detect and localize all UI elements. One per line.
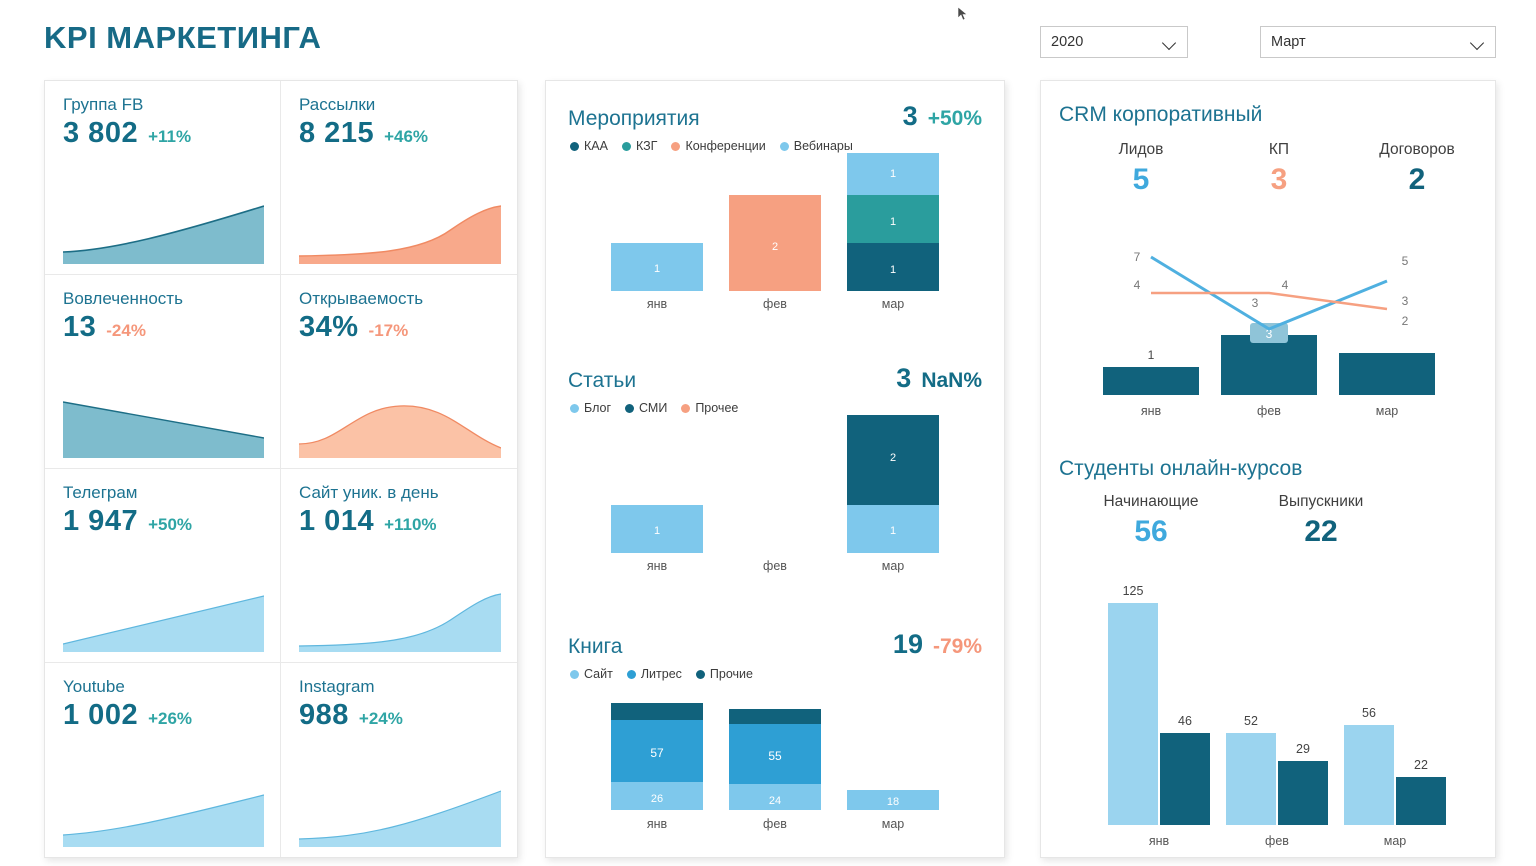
svg-text:7: 7 xyxy=(1133,250,1141,264)
kpi-delta: +24% xyxy=(358,709,403,728)
svg-text:46: 46 xyxy=(1178,714,1192,728)
sparkline-instagram xyxy=(299,783,501,847)
metric-graduates xyxy=(1221,493,1421,549)
legend-book xyxy=(546,660,1004,681)
legend-item: Конференции xyxy=(671,139,765,153)
svg-text:1: 1 xyxy=(889,216,897,228)
legend-events xyxy=(546,132,1004,153)
kpi-delta: -17% xyxy=(368,321,409,340)
legend-item: Прочее xyxy=(681,401,738,415)
kpi-value: 13 xyxy=(63,311,97,343)
kpi-value: 988 xyxy=(299,699,349,731)
svg-text:1: 1 xyxy=(889,525,897,537)
metric-label: Договоров xyxy=(1379,141,1455,158)
kpi-delta: +11% xyxy=(148,127,192,146)
section-title: Книга xyxy=(568,635,623,658)
svg-text:1: 1 xyxy=(653,525,661,537)
chevron-down-icon xyxy=(1471,35,1485,49)
section-events xyxy=(546,101,1004,318)
legend-item: Блог xyxy=(570,401,611,415)
section-articles xyxy=(546,363,1004,580)
svg-text:мар: мар xyxy=(1375,404,1399,418)
crm-title: CRM корпоративный xyxy=(1059,103,1263,126)
kpi-tile-openrate xyxy=(281,275,517,469)
kpi-label: Вовлеченность xyxy=(63,289,183,308)
kpi-label: Телеграм xyxy=(63,483,138,502)
sparkline-fb xyxy=(63,200,264,264)
chart-book xyxy=(546,681,1004,846)
social-kpi-card xyxy=(44,80,518,858)
legend-item: Прочие xyxy=(696,667,753,681)
svg-text:22: 22 xyxy=(1414,758,1428,772)
students-title: Студенты онлайн-курсов xyxy=(1059,457,1303,480)
kpi-delta: +46% xyxy=(384,127,429,146)
svg-text:125: 125 xyxy=(1122,584,1144,598)
sparkline-engagement xyxy=(63,394,264,458)
svg-text:янв: янв xyxy=(1140,404,1162,418)
kpi-label: Сайт уник. в день xyxy=(299,483,439,502)
legend-item: КЗГ xyxy=(622,139,657,153)
metric-contracts xyxy=(1347,141,1487,197)
svg-text:1: 1 xyxy=(653,263,661,275)
metric-kp xyxy=(1209,141,1349,197)
svg-text:мар: мар xyxy=(881,559,905,573)
metric-value: 5 xyxy=(1132,163,1150,196)
month-select[interactable] xyxy=(1260,26,1496,58)
crm-students-card xyxy=(1040,80,1496,858)
svg-text:2: 2 xyxy=(771,241,779,253)
kpi-value: 1 002 xyxy=(63,699,139,731)
sparkline-telegram xyxy=(63,588,264,652)
svg-text:29: 29 xyxy=(1296,742,1310,756)
mouse-cursor xyxy=(957,6,969,22)
kpi-tile-newsletter xyxy=(281,81,517,275)
year-select[interactable] xyxy=(1040,26,1188,58)
svg-text:3: 3 xyxy=(1265,327,1273,341)
kpi-tile-instagram xyxy=(281,663,517,857)
kpi-value: 3 802 xyxy=(63,117,139,149)
svg-text:56: 56 xyxy=(1362,706,1376,720)
kpi-delta: +110% xyxy=(384,515,437,534)
kpi-tile-site xyxy=(281,469,517,663)
svg-text:24: 24 xyxy=(768,795,782,807)
section-delta: +50% xyxy=(927,107,982,130)
section-delta: NaN% xyxy=(921,369,982,392)
svg-text:26: 26 xyxy=(650,793,664,805)
page-title: KPI МАРКЕТИНГА xyxy=(44,20,322,55)
year-select-value: 2020 xyxy=(1051,34,1084,50)
content-kpi-card xyxy=(545,80,1005,858)
legend-item: СМИ xyxy=(625,401,667,415)
kpi-value: 1 014 xyxy=(299,505,375,537)
svg-text:янв: янв xyxy=(1148,834,1170,848)
svg-text:4: 4 xyxy=(1133,278,1141,292)
legend-item: Сайт xyxy=(570,667,613,681)
svg-text:2: 2 xyxy=(889,452,897,464)
metric-value: 22 xyxy=(1304,515,1338,548)
section-value: 3 xyxy=(896,363,912,393)
kpi-label: Группа FB xyxy=(63,95,144,114)
svg-text:52: 52 xyxy=(1244,714,1258,728)
kpi-value: 1 947 xyxy=(63,505,139,537)
svg-text:мар: мар xyxy=(881,817,905,831)
section-title: Статьи xyxy=(568,369,637,392)
svg-text:янв: янв xyxy=(646,817,668,831)
svg-text:фев: фев xyxy=(763,297,787,311)
metric-leads xyxy=(1071,141,1211,197)
kpi-value: 34% xyxy=(299,311,359,343)
kpi-tile-engagement xyxy=(45,275,281,469)
sparkline-youtube xyxy=(63,783,264,847)
sparkline-site xyxy=(299,588,501,652)
legend-item: Литрес xyxy=(627,667,682,681)
sparkline-openrate xyxy=(299,394,501,458)
svg-text:57: 57 xyxy=(650,746,664,760)
section-book xyxy=(546,629,1004,846)
section-title: Мероприятия xyxy=(568,107,700,130)
svg-text:янв: янв xyxy=(646,559,668,573)
sparkline-newsletter xyxy=(299,200,501,264)
chart-students xyxy=(1041,573,1497,858)
svg-text:фев: фев xyxy=(1257,404,1281,418)
kpi-tile-youtube xyxy=(45,663,281,857)
svg-text:3: 3 xyxy=(1401,294,1409,308)
svg-text:18: 18 xyxy=(886,796,900,808)
metric-label: Выпускники xyxy=(1278,493,1364,510)
kpi-tile-telegram xyxy=(45,469,281,663)
legend-item: КАА xyxy=(570,139,608,153)
svg-text:3: 3 xyxy=(1251,296,1259,310)
kpi-delta: -24% xyxy=(106,321,146,340)
kpi-label: Открываемость xyxy=(299,289,424,308)
kpi-delta: +26% xyxy=(148,709,193,728)
svg-text:5: 5 xyxy=(1401,254,1409,268)
metric-value: 56 xyxy=(1134,515,1168,548)
svg-text:1: 1 xyxy=(889,264,897,276)
legend-item: Вебинары xyxy=(780,139,853,153)
svg-text:фев: фев xyxy=(763,817,787,831)
svg-text:1: 1 xyxy=(1147,348,1155,362)
svg-text:4: 4 xyxy=(1281,278,1289,292)
svg-text:фев: фев xyxy=(1265,834,1289,848)
chart-crm xyxy=(1041,231,1497,436)
svg-text:фев: фев xyxy=(763,559,787,573)
svg-text:янв: янв xyxy=(646,297,668,311)
svg-text:мар: мар xyxy=(1383,834,1407,848)
section-value: 19 xyxy=(892,629,923,659)
metric-value: 3 xyxy=(1270,163,1288,196)
kpi-label: Instagram xyxy=(299,677,375,696)
legend-articles xyxy=(546,394,1004,415)
section-value: 3 xyxy=(902,101,918,131)
month-select-value: Март xyxy=(1271,34,1306,50)
kpi-grid xyxy=(45,81,517,857)
metric-label: Начинающие xyxy=(1103,493,1199,510)
svg-text:55: 55 xyxy=(768,749,782,763)
svg-text:1: 1 xyxy=(889,168,897,180)
section-delta: -79% xyxy=(932,635,982,658)
chevron-down-icon xyxy=(1163,35,1177,49)
kpi-delta: +50% xyxy=(148,515,193,534)
kpi-value: 8 215 xyxy=(299,117,375,149)
metric-value: 2 xyxy=(1408,163,1426,196)
kpi-label: Youtube xyxy=(63,677,125,696)
metric-label: КП xyxy=(1268,141,1290,158)
metric-label: Лидов xyxy=(1118,141,1164,158)
kpi-label: Рассылки xyxy=(299,95,376,114)
svg-text:2: 2 xyxy=(1401,314,1409,328)
kpi-tile-fb xyxy=(45,81,281,275)
chart-events xyxy=(546,153,1004,318)
svg-text:мар: мар xyxy=(881,297,905,311)
chart-articles xyxy=(546,415,1004,580)
